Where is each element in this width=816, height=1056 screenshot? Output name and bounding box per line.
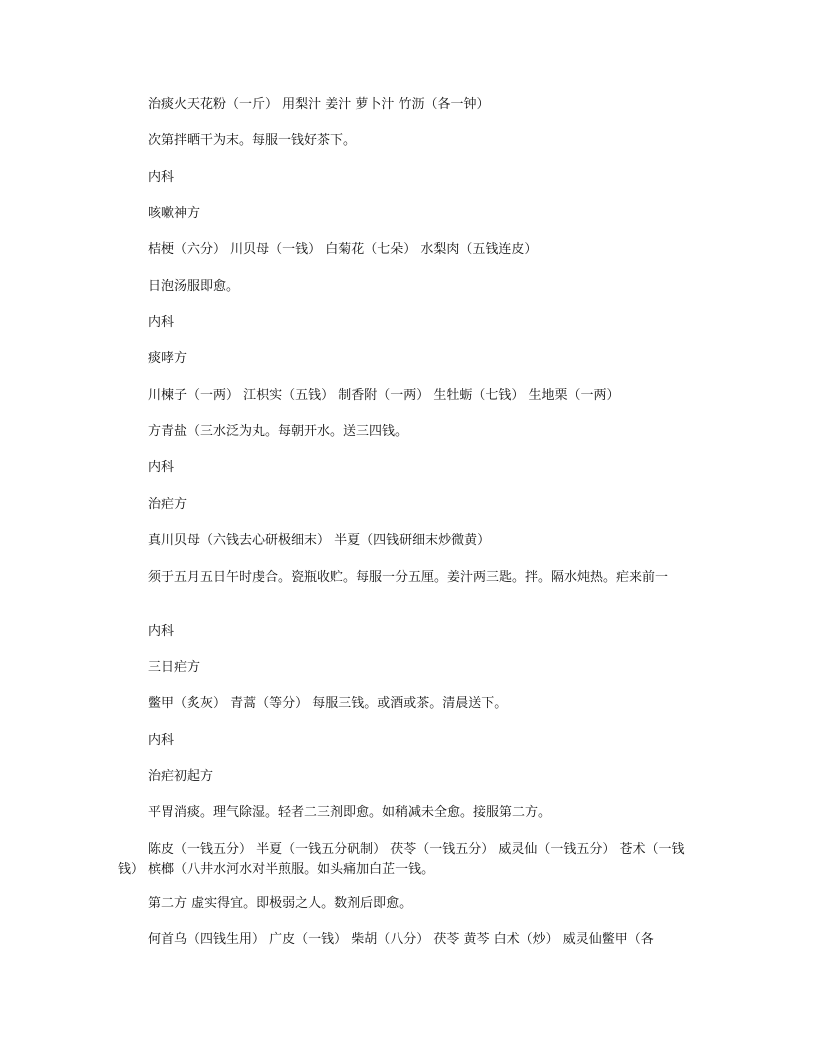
paragraph-17: 鳖甲（炙灰） 青蒿（等分） 每服三钱。或酒或茶。清晨送下。 <box>148 696 508 711</box>
paragraph-8: 痰哮方 <box>148 351 188 366</box>
paragraph-19: 治疟初起方 <box>148 769 214 784</box>
paragraph-2: 次第拌晒干为末。每服一钱好茶下。 <box>148 133 357 148</box>
paragraph-12: 治疟方 <box>148 497 188 512</box>
paragraph-14: 须于五月五日午时虔合。瓷瓶收贮。每服一分五厘。姜汁两三匙。拌。隔水炖热。疟来前一 <box>148 570 669 585</box>
paragraph-18: 内科 <box>148 733 175 748</box>
paragraph-16: 三日疟方 <box>148 660 201 675</box>
paragraph-13: 真川贝母（六钱去心研极细末） 半夏（四钱研细末炒微黄） <box>148 533 491 548</box>
paragraph-10: 方青盐（三水泛为丸。每朝开水。送三四钱。 <box>148 424 409 439</box>
paragraph-20: 平胃消痰。理气除湿。轻者二三剂即愈。如稍减未全愈。接服第二方。 <box>148 805 552 820</box>
paragraph-15: 内科 <box>148 624 175 639</box>
paragraph-1: 治痰火天花粉（一斤） 用梨汁 姜汁 萝卜汁 竹沥（各一钟） <box>148 97 490 112</box>
paragraph-22: 第二方 虚实得宜。即极弱之人。数剂后即愈。 <box>148 896 413 911</box>
paragraph-23: 何首乌（四钱生用） 广皮（一钱） 柴胡（八分） 茯苓 黄芩 白术（炒） 威灵仙鳖甲（各 <box>148 932 654 947</box>
paragraph-3: 内科 <box>148 170 175 185</box>
paragraph-5: 桔梗（六分） 川贝母（一钱） 白菊花（七朵） 水梨肉（五钱连皮） <box>148 242 538 257</box>
paragraph-9: 川楝子（一两） 江枳实（五钱） 制香附（一两） 生牡蛎（七钱） 生地栗（一两） <box>148 388 620 403</box>
paragraph-6: 日泡汤服即愈。 <box>148 279 240 294</box>
paragraph-11: 内科 <box>148 460 175 475</box>
paragraph-7: 内科 <box>148 315 175 330</box>
paragraph-4: 咳嗽神方 <box>148 206 201 221</box>
paragraph-21: 陈皮（一钱五分） 半夏（一钱五分矾制） 茯苓（一钱五分） 威灵仙（一钱五分） 苍术（一钱钱） 槟榔（八井水河水对半煎服。如头痛加白芷一钱。 <box>118 842 685 877</box>
